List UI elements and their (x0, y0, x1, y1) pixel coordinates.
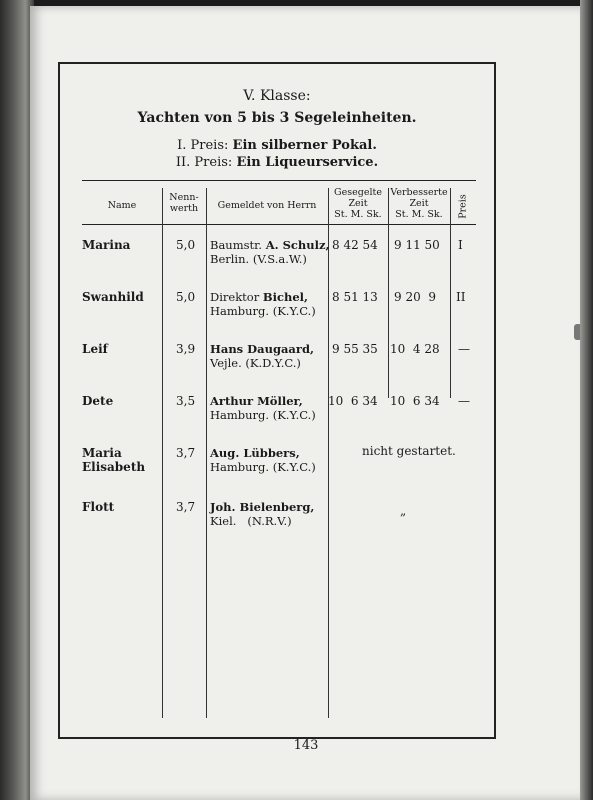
row-nennwerth: 3,7 (176, 500, 196, 514)
owner-name: A. Schulz, (265, 238, 330, 252)
class-heading: V. Klasse: (243, 88, 311, 104)
page-number: 143 (293, 738, 319, 753)
yachts-heading: Yachten von 5 bis 3 Segeleinheiten. (137, 110, 417, 126)
owner-name: Aug. Lübbers, (210, 446, 300, 460)
table-header-rule (82, 224, 476, 225)
row-corrected-time: 10 4 28 (390, 342, 440, 356)
col-divider-1 (162, 188, 163, 718)
row-name: Swanhild (82, 290, 144, 304)
row-owner (210, 500, 314, 514)
row-status: „ (400, 504, 407, 518)
book-page (30, 6, 582, 800)
row-club: Berlin. (V.S.a.W.) (210, 252, 307, 266)
header-gesegelte-zeit: Gesegelte Zeit St. M. Sk. (334, 187, 382, 220)
row-nennwerth: 5,0 (176, 238, 196, 252)
row-owner (210, 238, 330, 252)
row-nennwerth: 3,9 (176, 342, 196, 356)
row-nennwerth: 3,5 (176, 394, 196, 408)
row-prize: I (458, 238, 463, 252)
owner-name: Arthur Möller, (210, 394, 303, 408)
row-club: Kiel. (N.R.V.) (210, 514, 292, 528)
results-frame (58, 62, 496, 739)
row-club: Hamburg. (K.Y.C.) (210, 304, 316, 318)
row-owner (210, 342, 314, 356)
row-status: nicht gestartet. (362, 444, 456, 458)
row-prize: II (456, 290, 466, 304)
col-divider-2 (206, 188, 207, 718)
header-verbesserte-zeit: Verbesserte Zeit St. M. Sk. (390, 187, 448, 220)
row-prize: — (458, 394, 470, 408)
second-prize-label: II. Preis: (175, 155, 233, 170)
row-sailed-time: 8 51 13 (332, 290, 378, 304)
book-spine-edge (0, 0, 34, 800)
second-prize-text: Ein Liqueurservice. (236, 155, 379, 170)
col-divider-3 (328, 188, 329, 718)
row-sailed-time: 8 42 54 (332, 238, 378, 252)
row-name: Marina (82, 238, 131, 252)
owner-title: Baumstr. (210, 238, 266, 252)
row-corrected-time: 9 11 50 (394, 238, 440, 252)
header-preis (450, 192, 476, 222)
table-top-rule (82, 180, 476, 181)
row-nennwerth: 5,0 (176, 290, 196, 304)
row-club: Vejle. (K.D.Y.C.) (210, 356, 301, 370)
row-nennwerth: 3,7 (176, 446, 196, 460)
row-name: Leif (82, 342, 108, 356)
first-prize-line (60, 138, 494, 153)
owner-name: Joh. Bielenberg, (210, 500, 315, 514)
row-club: Hamburg. (K.Y.C.) (210, 408, 316, 422)
row-prize: — (458, 342, 470, 356)
owner-name: Hans Daugaard, (210, 342, 314, 356)
header-name: Name (107, 200, 137, 211)
row-name: Maria Elisabeth (82, 446, 146, 474)
row-name: Flott (82, 500, 115, 514)
row-owner (210, 446, 300, 460)
row-corrected-time: 10 6 34 (390, 394, 440, 408)
page-right-edge (580, 0, 593, 800)
first-prize-text: Ein silberner Pokal. (232, 138, 377, 153)
row-sailed-time: 10 6 34 (328, 394, 378, 408)
second-prize-line (60, 155, 494, 170)
header-preis-text: Preis (457, 194, 469, 219)
header-nennwerth: Nenn- werth (169, 192, 199, 214)
first-prize-label: I. Preis: (177, 138, 229, 153)
header-gemeldet: Gemeldet von Herrn (217, 200, 317, 211)
row-sailed-time: 9 55 35 (332, 342, 378, 356)
row-owner (210, 290, 308, 304)
row-club: Hamburg. (K.Y.C.) (210, 460, 316, 474)
row-owner (210, 394, 303, 408)
owner-name: Bichel, (262, 290, 309, 304)
row-corrected-time: 9 20 9 (394, 290, 436, 304)
owner-title: Direktor (210, 290, 263, 304)
row-name: Dete (82, 394, 114, 408)
